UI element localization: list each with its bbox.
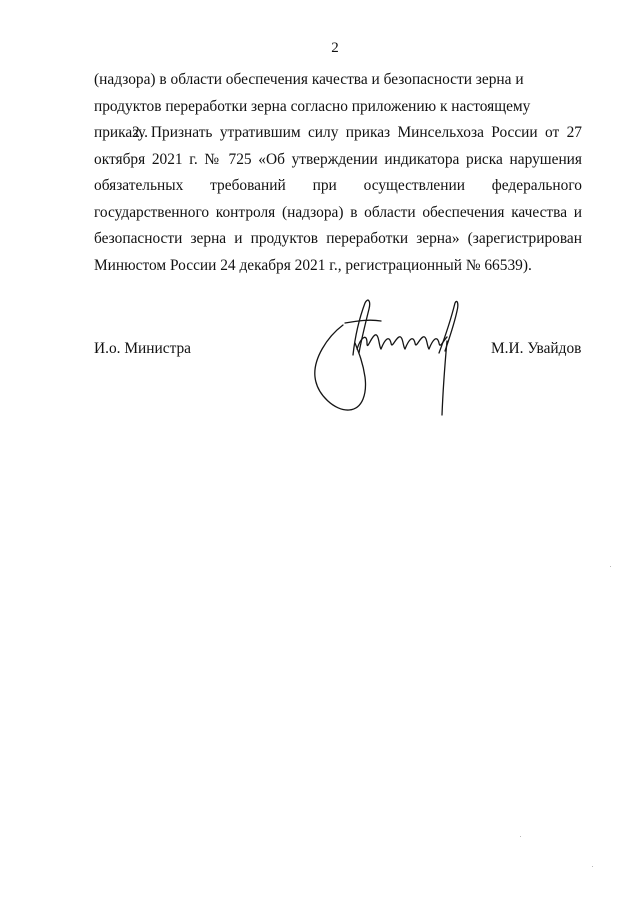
paragraph-continuation: (надзора) в области обеспечения качества и безопасности зерна и продуктов переработки зерна согласно приложению к настоящему приказу. <box>94 71 531 141</box>
page-number: 2 <box>331 40 339 56</box>
signer-name: М.И. Увайдов <box>491 340 582 357</box>
scan-speck <box>592 866 593 867</box>
signer-position: И.о. Министра <box>94 340 192 357</box>
scan-speck <box>610 566 611 567</box>
scan-speck <box>520 836 521 837</box>
handwritten-signature <box>305 297 475 422</box>
paragraph-2: 2. Признать утратившим силу приказ Минсельхоза России от 27 октября 2021 г. № 725 «Об утверждении индикатора риска нарушения обязательных требований при осуществлении федерального государственного контроля (надзора) в области обеспечения качества и безопасности зерна и продуктов переработки зерна» (зарегистрирован Минюстом России 24 декабря 2021 г., регистрационный № 66539). <box>94 124 582 274</box>
